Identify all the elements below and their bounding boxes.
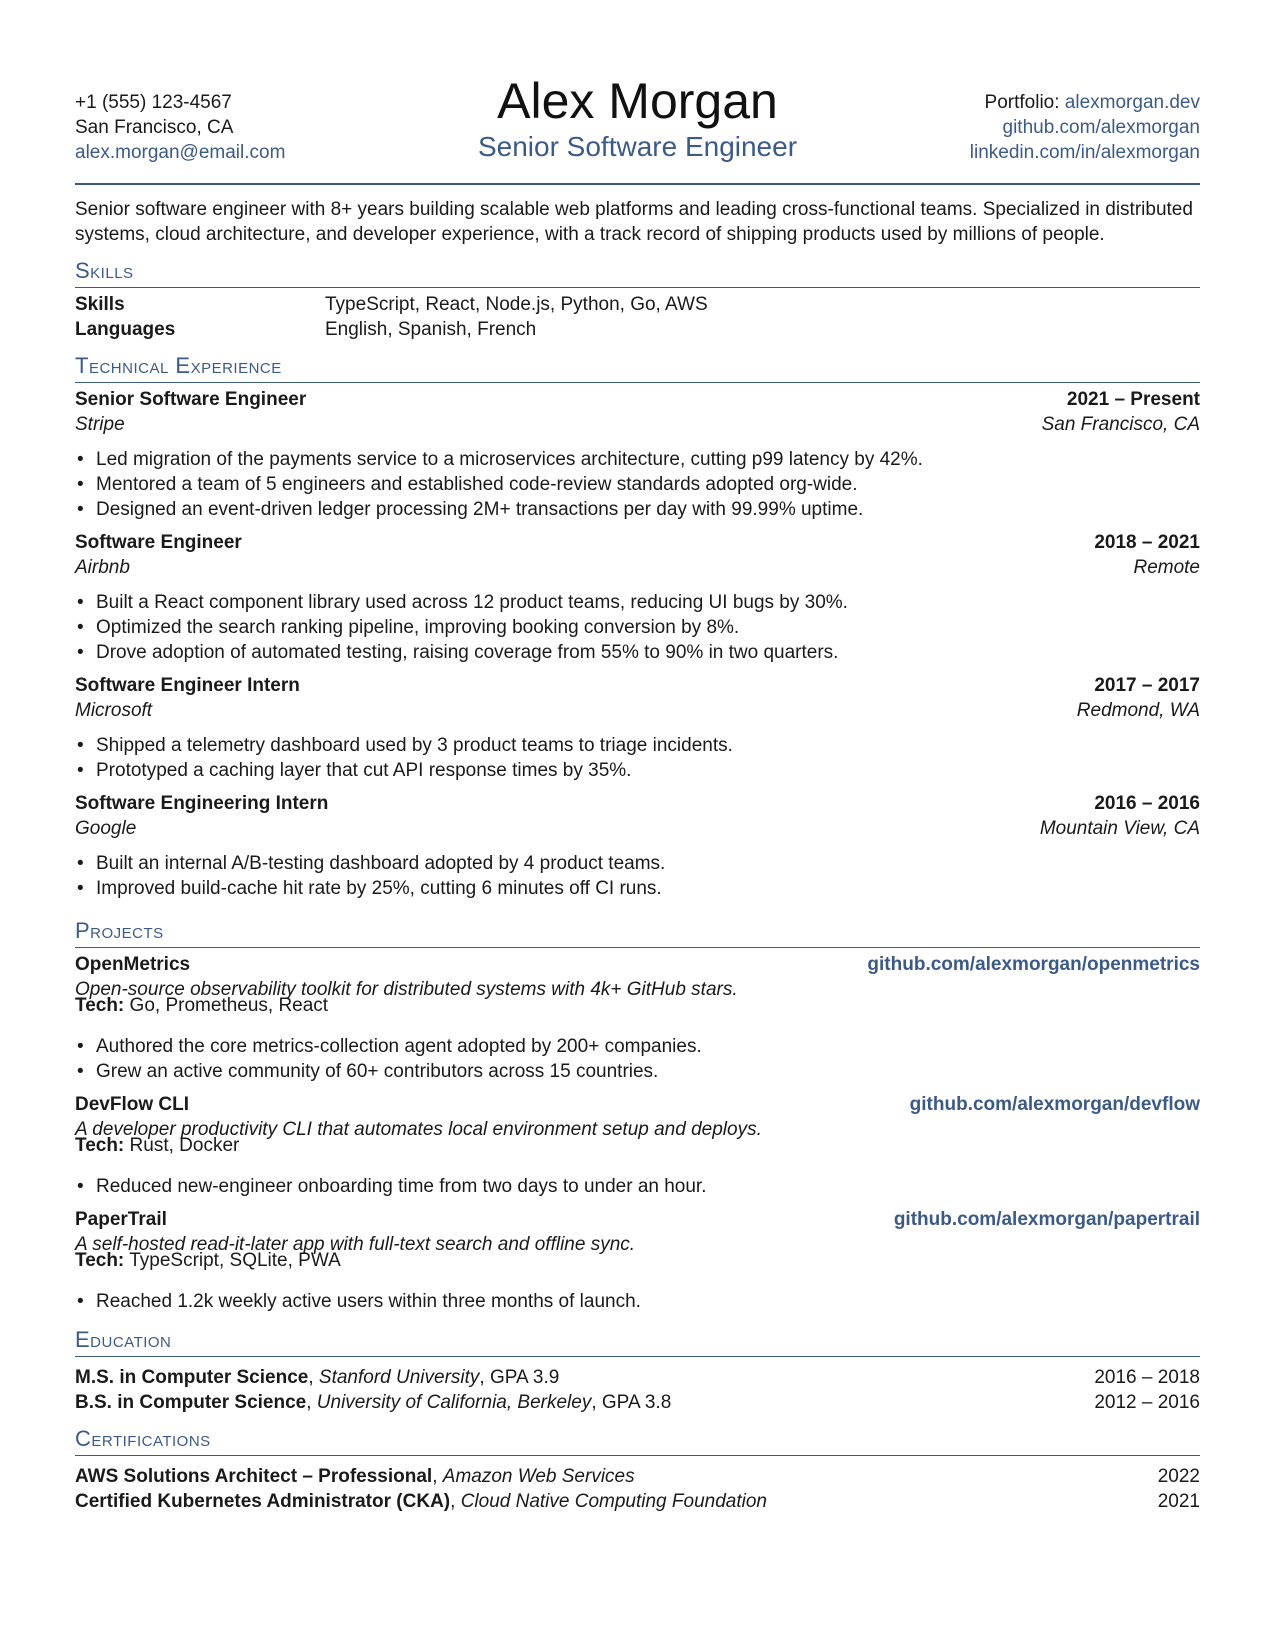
- project-description: A self-hosted read-it-later app with full-text search and offline sync.: [75, 1234, 636, 1255]
- education-row: M.S. in Computer Science, Stanford University, GPA 3.9 2016 – 2018: [75, 1367, 1200, 1388]
- bullet-item: • Optimized the search ranking pipeline, improving booking conversion by 8%.: [75, 615, 1200, 640]
- tech-label: Tech:: [75, 995, 125, 1016]
- email-link[interactable]: alex.morgan@email.com: [75, 142, 286, 163]
- bullet-item: • Reached 1.2k weekly active users within three months of launch.: [75, 1289, 1200, 1314]
- experience-entry: [75, 673, 1200, 783]
- job-location: Mountain View, CA: [1039, 818, 1200, 839]
- certification-year: 2022: [1157, 1466, 1200, 1487]
- experience-entry: [75, 387, 1200, 522]
- gpa: GPA 3.9: [489, 1367, 560, 1388]
- project-entry: [75, 1092, 1200, 1199]
- bullet-item: • Built an internal A/B-testing dashboard adopted by 4 product teams.: [75, 851, 1200, 876]
- project-name: OpenMetrics: [75, 954, 191, 975]
- bullet-item: • Drove adoption of automated testing, raising coverage from 55% to 90% in two quarters.: [75, 640, 1200, 665]
- bullet-item: • Built a React component library used across 12 product teams, reducing UI bugs by 30%.: [75, 590, 1200, 615]
- bullet-item: • Reduced new-engineer onboarding time from two days to under an hour.: [75, 1174, 1200, 1199]
- job-role: Software Engineering Intern: [75, 793, 329, 814]
- certifications-list: [75, 1464, 1200, 1514]
- bullet-item: • Led migration of the payments service to a microservices architecture, cutting p99 latency by 42%.: [75, 447, 1200, 472]
- school: University of California, Berkeley: [316, 1392, 592, 1413]
- job-location: San Francisco, CA: [1041, 414, 1200, 435]
- job-company: Airbnb: [75, 557, 130, 578]
- contact-right: [970, 90, 1200, 165]
- job-location: Redmond, WA: [1076, 700, 1200, 721]
- experience-entry: [75, 530, 1200, 665]
- tech-label: Tech:: [75, 1250, 125, 1271]
- section-heading-projects: Projects: [75, 917, 1200, 948]
- certification-issuer: Cloud Native Computing Foundation: [460, 1491, 767, 1512]
- project-link[interactable]: github.com/alexmorgan/devflow: [909, 1094, 1200, 1115]
- linkedin-link[interactable]: linkedin.com/in/alexmorgan: [969, 142, 1200, 163]
- education-row: B.S. in Computer Science, University of California, Berkeley, GPA 3.8 2012 – 2016: [75, 1392, 1200, 1413]
- bullet-item: • Designed an event-driven ledger processing 2M+ transactions per day with 99.99% uptime.: [75, 497, 1200, 522]
- degree: M.S. in Computer Science: [75, 1367, 309, 1388]
- skills-label: Languages: [75, 319, 176, 340]
- bullet-item: • Shipped a telemetry dashboard used by 3 product teams to triage incidents.: [75, 733, 1200, 758]
- resume-header: [75, 70, 1200, 185]
- project-name: PaperTrail: [75, 1209, 167, 1230]
- education-list: [75, 1365, 1200, 1415]
- skills-row: [75, 317, 1200, 342]
- project-entry: [75, 952, 1200, 1084]
- tech-list: TypeScript, SQLite, PWA: [129, 1250, 341, 1271]
- portfolio-label: Portfolio:: [984, 92, 1060, 113]
- project-link[interactable]: github.com/alexmorgan/papertrail: [893, 1209, 1200, 1230]
- section-heading-education: Education: [75, 1326, 1200, 1357]
- job-company: Stripe: [75, 414, 125, 435]
- job-dates: 2016 – 2016: [1094, 793, 1200, 814]
- experience-entry: [75, 791, 1200, 901]
- bullet-item: • Authored the core metrics-collection agent adopted by 200+ companies.: [75, 1034, 1200, 1059]
- bullet-item: • Improved build-cache hit rate by 25%, cutting 6 minutes off CI runs.: [75, 876, 1200, 901]
- degree: B.S. in Computer Science: [75, 1392, 307, 1413]
- phone: +1 (555) 123-4567: [75, 92, 232, 113]
- bullet-item: • Mentored a team of 5 engineers and established code-review standards adopted org-wide.: [75, 472, 1200, 497]
- skills-label: Skills: [75, 294, 125, 315]
- location: San Francisco, CA: [75, 117, 234, 138]
- skills-row: [75, 292, 1200, 317]
- bullet-item: • Grew an active community of 60+ contributors across 15 countries.: [75, 1059, 1200, 1084]
- project-bullets: [75, 1289, 1200, 1314]
- education-dates: 2012 – 2016: [1094, 1392, 1200, 1413]
- project-bullets: [75, 1174, 1200, 1199]
- tech-list: Go, Prometheus, React: [129, 995, 329, 1016]
- job-location: Remote: [1133, 557, 1200, 578]
- section-heading-certifications: Certifications: [75, 1425, 1200, 1456]
- candidate-name: Alex Morgan: [497, 73, 778, 129]
- skills-table: [75, 292, 1200, 342]
- project-link[interactable]: github.com/alexmorgan/openmetrics: [867, 954, 1200, 975]
- certification-row: AWS Solutions Architect – Professional, Amazon Web Services 2022: [75, 1466, 1200, 1487]
- section-heading-experience: Technical Experience: [75, 352, 1200, 383]
- job-bullets: [75, 851, 1200, 901]
- project-entry: [75, 1207, 1200, 1314]
- github-link[interactable]: github.com/alexmorgan: [1002, 117, 1200, 138]
- education-dates: 2016 – 2018: [1094, 1367, 1200, 1388]
- portfolio-link[interactable]: alexmorgan.dev: [1064, 92, 1200, 113]
- summary: Senior software engineer with 8+ years building scalable web platforms and leading cross-functional teams. Specialized in distributed systems, cloud architecture, and developer experience, with a track record of shipping products used by millions of people.: [75, 199, 1193, 245]
- project-bullets: [75, 1034, 1200, 1084]
- job-dates: 2017 – 2017: [1094, 675, 1200, 696]
- portfolio-line: [970, 90, 1200, 115]
- section-heading-skills: Skills: [75, 257, 1200, 288]
- certification-name: AWS Solutions Architect – Professional: [75, 1466, 433, 1487]
- job-company: Microsoft: [75, 700, 153, 721]
- job-company: Google: [75, 818, 137, 839]
- job-role: Senior Software Engineer: [75, 389, 307, 410]
- project-description: Open-source observability toolkit for distributed systems with 4k+ GitHub stars.: [75, 979, 738, 1000]
- certification-name: Certified Kubernetes Administrator (CKA): [75, 1491, 451, 1512]
- resume-page: [75, 70, 1200, 1514]
- certification-row: Certified Kubernetes Administrator (CKA), Cloud Native Computing Foundation 2021: [75, 1491, 1200, 1512]
- bullet-item: • Prototyped a caching layer that cut API response times by 35%.: [75, 758, 1200, 783]
- certification-issuer: Amazon Web Services: [442, 1466, 635, 1487]
- certification-year: 2021: [1157, 1491, 1200, 1512]
- job-role: Software Engineer Intern: [75, 675, 300, 696]
- school: Stanford University: [318, 1367, 480, 1388]
- project-description: A developer productivity CLI that automates local environment setup and deploys.: [75, 1119, 762, 1140]
- job-bullets: [75, 733, 1200, 783]
- job-dates: 2018 – 2021: [1094, 532, 1200, 553]
- job-bullets: [75, 447, 1200, 522]
- job-role: Software Engineer: [75, 532, 242, 553]
- job-dates: 2021 – Present: [1066, 389, 1200, 410]
- skills-value: TypeScript, React, Node.js, Python, Go, AWS: [325, 294, 708, 315]
- tech-list: Rust, Docker: [129, 1135, 240, 1156]
- tech-label: Tech:: [75, 1135, 125, 1156]
- job-bullets: [75, 590, 1200, 665]
- project-name: DevFlow CLI: [75, 1094, 190, 1115]
- candidate-title: Senior Software Engineer: [477, 131, 798, 162]
- gpa: GPA 3.8: [601, 1392, 672, 1413]
- skills-value: English, Spanish, French: [325, 319, 537, 340]
